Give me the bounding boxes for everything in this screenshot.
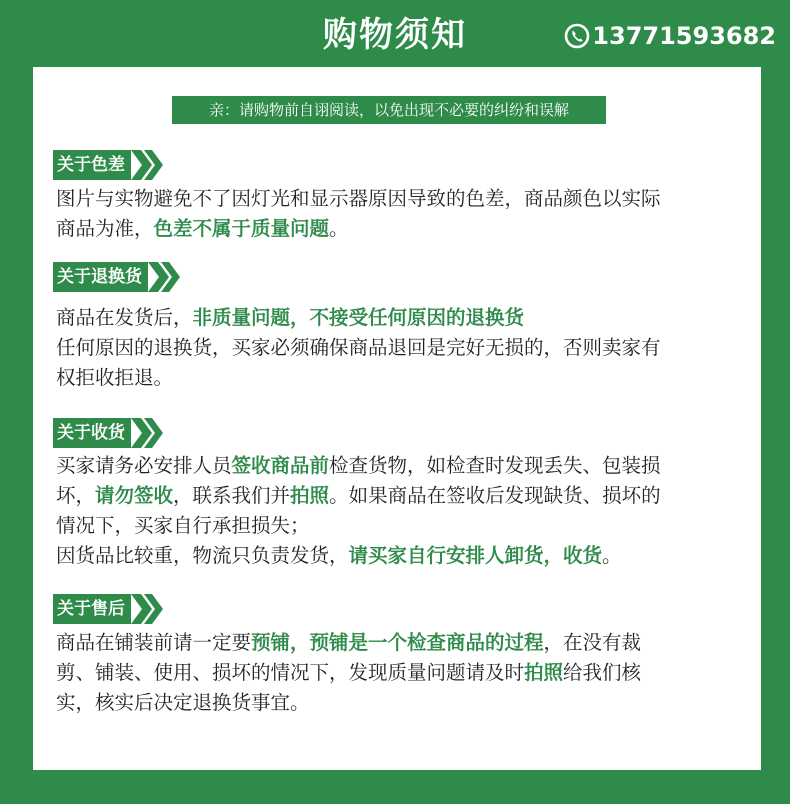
phone-number-text: 13771593682 <box>592 22 776 50</box>
body-text: 。 <box>329 217 349 240</box>
section-tag-color-difference <box>53 150 165 180</box>
section-body <box>56 451 756 571</box>
double-chevron-icon <box>131 150 165 180</box>
highlight-text: 非质量问题，不接受任何原因的退换货 <box>192 306 525 329</box>
phone-icon <box>564 23 590 49</box>
paragraph-line <box>56 541 756 571</box>
body-text: 。如果商品在签收后发现缺货、损坏的 <box>329 484 661 507</box>
highlight-text: 色差不属于质量问题 <box>153 217 330 240</box>
paragraph-line <box>56 333 756 363</box>
paragraph-line <box>56 511 756 541</box>
page-title: 购物须知 <box>323 15 467 55</box>
section-tag-label: 关于色差 <box>53 150 131 180</box>
paragraph-line <box>56 214 756 244</box>
body-text: 商品在发货后， <box>56 306 193 329</box>
body-text: 权拒收拒退。 <box>56 366 174 389</box>
phone-number[interactable] <box>564 20 776 52</box>
section-body <box>56 184 756 244</box>
highlight-text: 请买家自行安排人卸货，收货 <box>348 544 603 567</box>
double-chevron-icon <box>131 418 165 448</box>
body-text: 买家请务必安排人员 <box>56 454 232 477</box>
body-text: 因货品比较重，物流只负责发货， <box>56 544 349 567</box>
section-tag-after-sales <box>53 594 165 624</box>
body-text: ，联系我们并 <box>173 484 291 507</box>
paragraph-line <box>56 658 756 688</box>
body-text: 给我们核 <box>563 661 642 684</box>
highlight-text: 拍照 <box>290 484 330 507</box>
section-tag-label: 关于收货 <box>53 418 131 448</box>
body-text: 任何原因的退换货，买家必须确保商品退回是完好无损的，否则卖家有 <box>56 336 661 359</box>
paragraph-line <box>56 363 756 393</box>
body-text: ，在没有裁 <box>543 631 642 654</box>
paragraph-line <box>56 628 756 658</box>
paragraph-line <box>56 184 756 214</box>
highlight-text: 请勿签收 <box>95 484 174 507</box>
section-tag-label: 关于售后 <box>53 594 131 624</box>
body-text: 剪、铺装、使用、损坏的情况下，发现质量问题请及时 <box>56 661 525 684</box>
body-text: 商品为准， <box>56 217 154 240</box>
body-text: 实，核实后决定退换货事宜。 <box>56 691 310 714</box>
body-text: 图片与实物避免不了因灯光和显示器原因导致的色差，商品颜色以实际 <box>56 187 661 210</box>
body-text: 。 <box>602 544 622 567</box>
highlight-text: 拍照 <box>524 661 564 684</box>
section-tag-receiving <box>53 418 165 448</box>
section-body <box>56 303 756 393</box>
notice-banner: 亲：请购物前自诩阅读，以免出现不必要的纠纷和误解 <box>172 96 606 124</box>
header-bar <box>0 0 790 72</box>
body-text: 商品在铺装前请一定要 <box>56 631 252 654</box>
section-tag-returns <box>53 262 182 292</box>
double-chevron-icon <box>131 594 165 624</box>
body-text: 坏， <box>56 484 96 507</box>
double-chevron-icon <box>148 262 182 292</box>
paragraph-line <box>56 481 756 511</box>
body-text: 检查货物，如检查时发现丢失、包装损 <box>329 454 661 477</box>
paragraph-line <box>56 451 756 481</box>
section-tag-label: 关于退换货 <box>53 262 148 292</box>
section-body <box>56 628 756 718</box>
highlight-text: 预铺，预铺是一个检查商品的过程 <box>251 631 544 654</box>
paragraph-line <box>56 688 756 718</box>
body-text: 情况下，买家自行承担损失； <box>56 514 310 537</box>
paragraph-line <box>56 303 756 333</box>
highlight-text: 签收商品前 <box>231 454 330 477</box>
